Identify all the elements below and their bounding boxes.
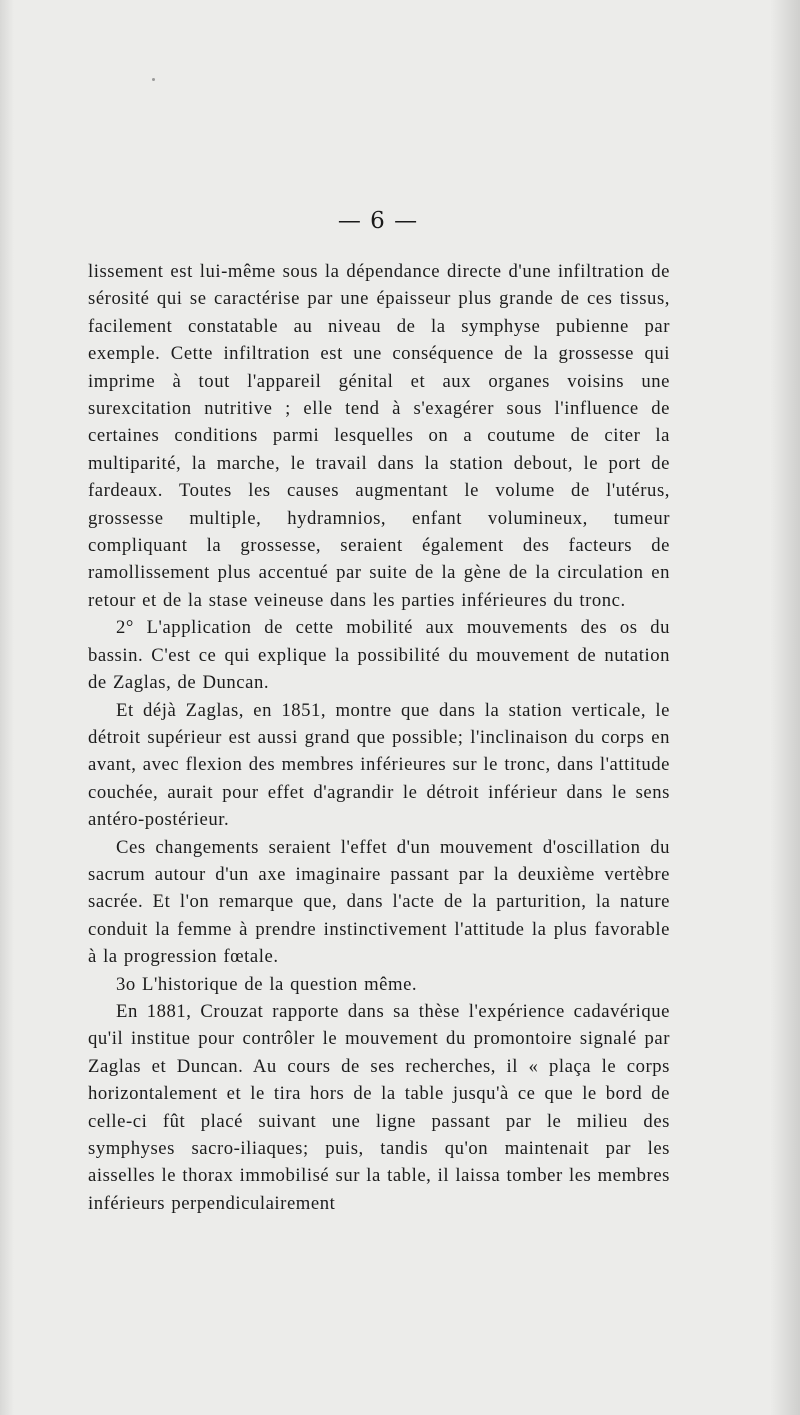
page-number: — 6 — xyxy=(337,208,419,234)
paragraph: Et déjà Zaglas, en 1851, montre que dans la station verticale, le détroit supérieur est aussi grand que possible; l'inclinaison du corps en avant, avec flexion des membres inférieures sur le tronc, dans l'attitude couchée, aurait pour effet d'agrandir le détroit inférieur dans le sens antéro-postérieur. xyxy=(88,699,670,831)
paragraph: En 1881, Crouzat rapporte dans sa thèse l'expérience cadavérique qu'il institue pour contrôler le mouvement du promontoire signalé par Zaglas et Duncan. Au cours de ses recherches, il « plaça le corps horizontalement et le tira hors de la table jusqu'à ce que le bord de celle-ci fût placé suivant une ligne passant par le milieu des symphyses sacro-iliaques; puis, tandis qu'on maintenait par les aisselles le thorax immobilisé sur la table, il laissa tomber les membres inférieurs perpendiculairement xyxy=(88,1000,670,1214)
paragraph: 2° L'application de cette mobilité aux mouvements des os du bassin. C'est ce qui explique la possibilité du mouvement de nutation de Zaglas, de Duncan. xyxy=(88,617,670,694)
paper-speck xyxy=(152,78,155,81)
body-text xyxy=(88,258,670,1217)
paragraph: lissement est lui-même sous la dépendance directe d'une infiltration de sérosité qui se caractérise par une épaisseur plus grande de ces tissus, facilement constatable au niveau de la symphyse pubienne par exemple. Cette infiltration est une conséquence de la grossesse qui imprime à tout l'appareil génital et aux organes voisins une surexcitation nutritive ; elle tend à s'exagérer sous l'influence de certaines conditions parmi lesquelles on a coutume de citer la multiparité, la marche, le travail dans la station debout, le port de fardeaux. Toutes les causes augmentant le volume de l'utérus, grossesse multiple, hydramnios, enfant volumineux, tumeur compliquant la grossesse, seraient également des facteurs de ramollissement plus accentué par suite de la gène de la circulation en retour et de la stase veineuse dans les parties inférieures du tronc. xyxy=(88,261,670,611)
paragraph: Ces changements seraient l'effet d'un mouvement d'oscillation du sacrum autour d'un axe imaginaire passant par la deuxième vertèbre sacrée. Et l'on remarque que, dans l'acte de la parturition, la nature conduit la femme à prendre instinctivement l'attitude la plus favorable à la progression fœtale. xyxy=(88,836,670,968)
page-edge-right xyxy=(770,0,800,1415)
paragraph: 3o L'historique de la question même. xyxy=(116,973,418,995)
